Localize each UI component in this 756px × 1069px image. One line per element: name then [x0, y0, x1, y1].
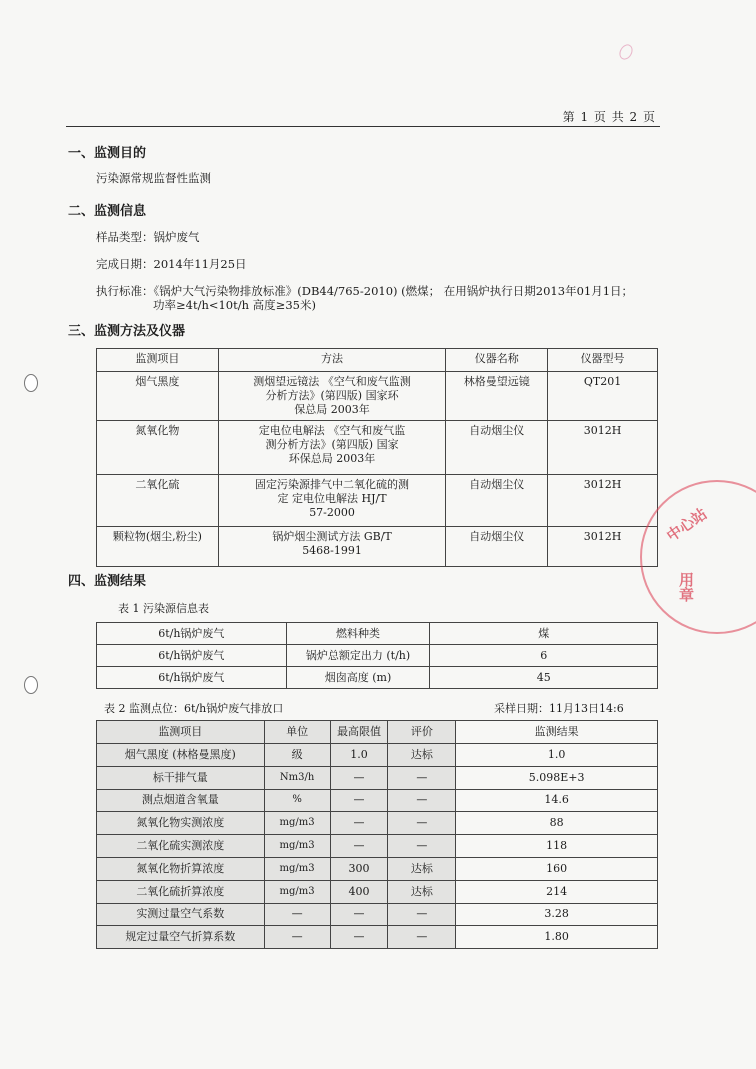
unit-cell: mg/m3: [264, 812, 330, 835]
stamp-text-top: 中心站: [663, 504, 711, 546]
item-cell: 氮氧化物实测浓度: [97, 812, 265, 835]
unit-cell: %: [264, 789, 330, 812]
eval-cell: —: [388, 766, 456, 789]
method-line: 57-2000: [309, 506, 355, 519]
table2-caption: 表 2 监测点位：6t/h锅炉废气排放口: [104, 702, 284, 715]
limit-cell: 400: [330, 880, 388, 903]
result-cell: 118: [456, 835, 658, 858]
model-cell: 3012H: [548, 475, 658, 527]
unit-cell: mg/m3: [264, 880, 330, 903]
instrument-cell: 自动烟尘仪: [446, 527, 548, 567]
eval-cell: 达标: [388, 857, 456, 880]
result-cell: 5.098E+3: [456, 766, 658, 789]
source-cell: 6t/h锅炉废气: [97, 623, 287, 645]
item-cell: 颗粒物(烟尘,粉尘): [97, 527, 219, 567]
header-cell: 最高限值: [330, 721, 388, 744]
eval-cell: 达标: [388, 880, 456, 903]
method-cell: [218, 421, 446, 475]
item-cell: 烟气黑度 (林格曼黑度): [97, 744, 265, 767]
table-row: [97, 349, 658, 372]
item-cell: 二氧化硫实测浓度: [97, 835, 265, 858]
section-heading-purpose: 一、监测目的: [68, 146, 147, 161]
item-cell: 二氧化硫: [97, 475, 219, 527]
method-line: 环保总局 2003年: [288, 452, 376, 465]
header-rule: [66, 126, 660, 127]
item-cell: 测点烟道含氧量: [97, 789, 265, 812]
eval-cell: —: [388, 812, 456, 835]
table-row: [97, 475, 658, 527]
results-table: [96, 720, 658, 949]
standard-line-2: 功率≥4t/h<10t/h 高度≥35米): [153, 298, 316, 312]
table-row: [97, 903, 658, 926]
table1-caption: 表 1 污染源信息表: [118, 602, 209, 615]
methods-table: [96, 348, 658, 567]
header-cell: 仪器型号: [548, 349, 658, 372]
standard-line-1: 执行标准：《锅炉大气污染物排放标准》(DB44/765-2010) (燃煤； 在用锅炉执行日期2013年01月1日；: [96, 284, 634, 298]
binder-hole-icon: [24, 374, 38, 392]
method-line: 测分析方法》(第四版) 国家: [265, 438, 399, 451]
limit-cell: —: [330, 926, 388, 949]
unit-cell: 级: [264, 744, 330, 767]
table-row: [97, 789, 658, 812]
model-cell: QT201: [548, 372, 658, 421]
eval-cell: —: [388, 789, 456, 812]
ink-mark: [617, 42, 635, 62]
section-heading-info: 二、监测信息: [68, 204, 147, 219]
method-line: 锅炉烟尘测试方法 GB/T: [272, 530, 392, 543]
binder-hole-icon: [24, 676, 38, 694]
purpose-text: 污染源常规监督性监测: [96, 171, 211, 185]
header-cell: 评价: [388, 721, 456, 744]
item-cell: 规定过量空气折算系数: [97, 926, 265, 949]
eval-cell: —: [388, 926, 456, 949]
instrument-cell: 自动烟尘仪: [446, 475, 548, 527]
item-cell: 氮氧化物: [97, 421, 219, 475]
table-row: [97, 766, 658, 789]
source-info-table: [96, 622, 658, 689]
stamp-text-bottom: 用章: [677, 572, 695, 602]
source-cell: 6t/h锅炉废气: [97, 645, 287, 667]
section-heading-results: 四、监测结果: [68, 574, 147, 589]
table-row: [97, 372, 658, 421]
value-cell: 煤: [430, 623, 658, 645]
table-row: [97, 744, 658, 767]
item-cell: 标干排气量: [97, 766, 265, 789]
unit-cell: —: [264, 926, 330, 949]
method-line: 固定污染源排气中二氧化硫的测: [255, 478, 410, 491]
source-cell: 6t/h锅炉废气: [97, 667, 287, 689]
value-cell: 45: [430, 667, 658, 689]
header-cell: 监测项目: [97, 349, 219, 372]
method-line: 定电位电解法 《空气和废气监: [258, 424, 406, 437]
header-cell: 单位: [264, 721, 330, 744]
instrument-cell: 自动烟尘仪: [446, 421, 548, 475]
limit-cell: —: [330, 789, 388, 812]
table-row: [97, 645, 658, 667]
method-cell: [218, 527, 446, 567]
header-cell: 仪器名称: [446, 349, 548, 372]
section-heading-methods: 三、监测方法及仪器: [68, 324, 186, 339]
table-row: [97, 812, 658, 835]
value-cell: 6: [430, 645, 658, 667]
unit-cell: mg/m3: [264, 835, 330, 858]
method-line: 5468-1991: [302, 544, 362, 557]
table-row: [97, 721, 658, 744]
header-cell: 监测结果: [456, 721, 658, 744]
limit-cell: 1.0: [330, 744, 388, 767]
param-cell: 烟囱高度 (m): [286, 667, 430, 689]
page-number: 第 1 页 共 2 页: [562, 110, 656, 124]
table-row: [97, 527, 658, 567]
param-cell: 燃料种类: [286, 623, 430, 645]
item-cell: 二氧化硫折算浓度: [97, 880, 265, 903]
sample-type: 样品类型：锅炉废气: [96, 230, 200, 244]
unit-cell: mg/m3: [264, 857, 330, 880]
method-cell: [218, 475, 446, 527]
table-row: [97, 857, 658, 880]
result-cell: 1.80: [456, 926, 658, 949]
result-cell: 160: [456, 857, 658, 880]
table-row: [97, 667, 658, 689]
item-cell: 氮氧化物折算浓度: [97, 857, 265, 880]
result-cell: 14.6: [456, 789, 658, 812]
limit-cell: —: [330, 812, 388, 835]
header-cell: 监测项目: [97, 721, 265, 744]
method-cell: [218, 372, 446, 421]
result-cell: 1.0: [456, 744, 658, 767]
eval-cell: —: [388, 903, 456, 926]
model-cell: 3012H: [548, 421, 658, 475]
unit-cell: —: [264, 903, 330, 926]
result-cell: 3.28: [456, 903, 658, 926]
eval-cell: —: [388, 835, 456, 858]
method-line: 保总局 2003年: [294, 403, 370, 416]
method-line: 分析方法》(第四版) 国家环: [265, 389, 399, 402]
table-row: [97, 926, 658, 949]
method-line: 定 定电位电解法 HJ/T: [277, 492, 387, 505]
limit-cell: —: [330, 766, 388, 789]
result-cell: 88: [456, 812, 658, 835]
table-row: [97, 880, 658, 903]
table-row: [97, 623, 658, 645]
instrument-cell: 林格曼望远镜: [446, 372, 548, 421]
method-line: 测烟望远镜法 《空气和废气监测: [253, 375, 411, 388]
table-row: [97, 835, 658, 858]
limit-cell: —: [330, 835, 388, 858]
table-row: [97, 421, 658, 475]
sampling-date: 采样日期：11月13日14:6: [494, 702, 624, 715]
model-cell: 3012H: [548, 527, 658, 567]
unit-cell: Nm3/h: [264, 766, 330, 789]
result-cell: 214: [456, 880, 658, 903]
completion-date: 完成日期：2014年11月25日: [96, 257, 247, 271]
item-cell: 烟气黑度: [97, 372, 219, 421]
header-cell: 方法: [218, 349, 446, 372]
limit-cell: —: [330, 903, 388, 926]
eval-cell: 达标: [388, 744, 456, 767]
param-cell: 锅炉总额定出力 (t/h): [286, 645, 430, 667]
limit-cell: 300: [330, 857, 388, 880]
item-cell: 实测过量空气系数: [97, 903, 265, 926]
